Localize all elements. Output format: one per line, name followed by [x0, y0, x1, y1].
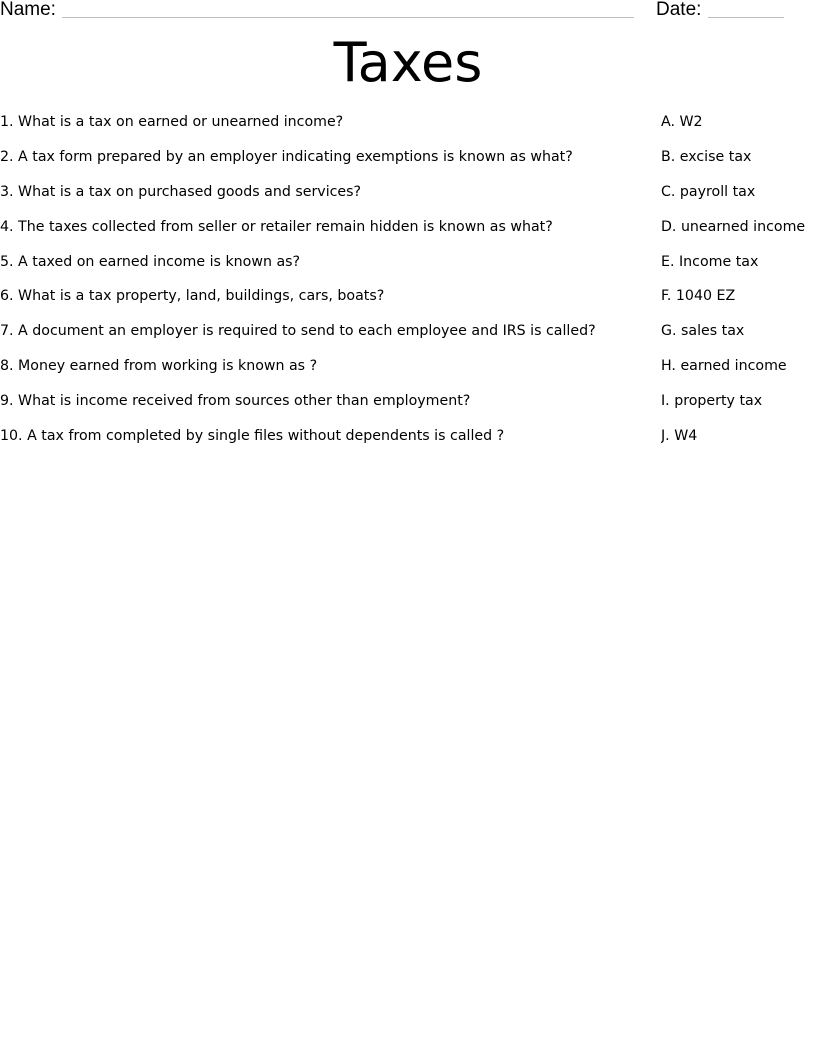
worksheet-header [0, 0, 816, 24]
list-item [0, 425, 816, 460]
answer-f: F. 1040 EZ [661, 288, 736, 305]
list-item [0, 390, 816, 425]
list-item [0, 251, 816, 286]
answer-g: G. sales tax [661, 323, 745, 340]
answer-c: C. payroll tax [661, 183, 756, 200]
list-item [0, 181, 816, 216]
list-item [0, 216, 816, 251]
question-8: 8. Money earned from working is known as ? [0, 358, 318, 375]
page-title: Taxes [333, 31, 483, 94]
answer-b: B. excise tax [661, 148, 752, 165]
date-blank-line [708, 17, 784, 18]
question-1: 1. What is a tax on earned or unearned income? [0, 114, 344, 130]
date-label: Date: [656, 0, 702, 20]
answer-d: D. unearned income [661, 218, 806, 235]
answer-a: A. W2 [661, 114, 703, 130]
question-6: 6. What is a tax property, land, buildings, cars, boats? [0, 288, 385, 305]
answer-j: J. W4 [661, 428, 698, 445]
name-label: Name: [0, 0, 56, 20]
question-2: 2. A tax form prepared by an employer indicating exemptions is known as what? [0, 148, 573, 165]
question-4: 4. The taxes collected from seller or retailer remain hidden is known as what? [0, 218, 553, 235]
question-3: 3. What is a tax on purchased goods and services? [0, 183, 362, 200]
matching-list [0, 111, 816, 460]
list-item [0, 355, 816, 390]
answer-i: I. property tax [661, 393, 763, 410]
question-10: 10. A tax from completed by single files without dependents is called ? [0, 428, 505, 445]
question-7: 7. A document an employer is required to send to each employee and IRS is called? [0, 323, 596, 340]
name-blank-line [62, 17, 634, 18]
answer-h: H. earned income [661, 358, 787, 375]
answer-e: E. Income tax [661, 253, 759, 270]
list-item [0, 320, 816, 355]
list-item [0, 285, 816, 320]
question-9: 9. What is income received from sources other than employment? [0, 393, 471, 410]
list-item [0, 146, 816, 181]
question-5: 5. A taxed on earned income is known as? [0, 253, 301, 270]
list-item [0, 111, 816, 146]
